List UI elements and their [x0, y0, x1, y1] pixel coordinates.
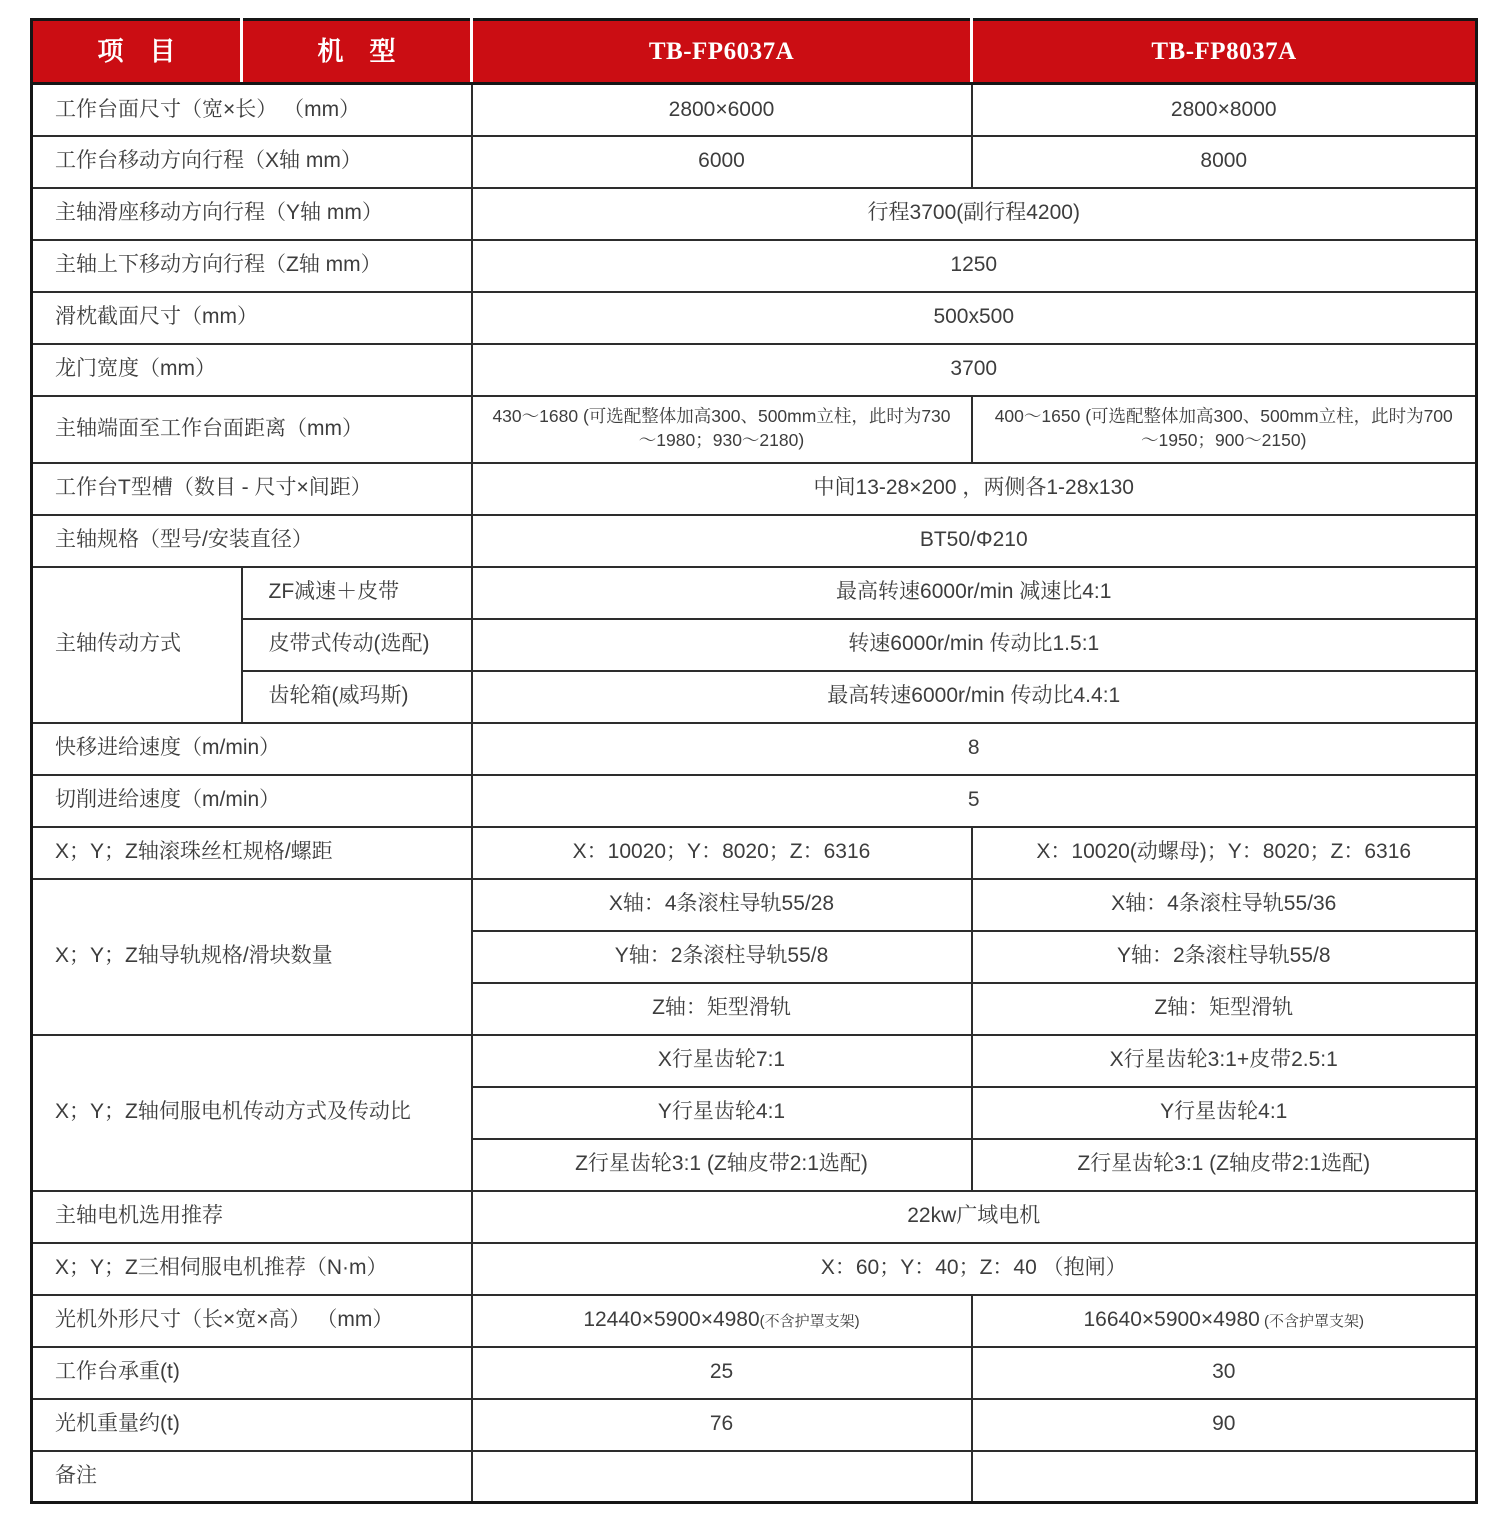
value-guide-x-m1: X轴：4条滚柱导轨55/28 — [472, 879, 972, 931]
label-cutting-feed: 切削进给速度（m/min） — [32, 775, 472, 827]
value-cutting-feed: 5 — [472, 775, 1477, 827]
value-spindle-to-table-m2: 400～1650 (可选配整体加高300、500mm立柱，此时为700～1950；900～2150) — [972, 396, 1477, 463]
value-belt-drive: 转速6000r/min 传动比1.5:1 — [472, 619, 1477, 671]
label-spindle-spec: 主轴规格（型号/安装直径） — [32, 515, 472, 567]
value-x-travel-m1: 6000 — [472, 136, 972, 188]
machine-size-m1: 12440×5900×4980 — [583, 1308, 760, 1332]
row-guide-x — [32, 879, 1477, 931]
value-x-travel-m2: 8000 — [972, 136, 1477, 188]
label-x-travel: 工作台移动方向行程（X轴 mm） — [32, 136, 472, 188]
label-table-load: 工作台承重(t) — [32, 1347, 472, 1399]
label-z-travel: 主轴上下移动方向行程（Z轴 mm） — [32, 240, 472, 292]
value-rapid-feed: 8 — [472, 723, 1477, 775]
row-servo-x — [32, 1035, 1477, 1087]
row-worktable-size — [32, 84, 1477, 136]
row-ram-section — [32, 292, 1477, 344]
label-servo-motor-rec: X；Y；Z三相伺服电机推荐（N·m） — [32, 1243, 472, 1295]
value-servo-x-m1: X行星齿轮7:1 — [472, 1035, 972, 1087]
row-remarks — [32, 1451, 1477, 1503]
value-machine-size-m2 — [972, 1295, 1477, 1347]
machine-size-m2: 16640×5900×4980 — [1083, 1308, 1260, 1332]
value-machine-weight-m2: 90 — [972, 1399, 1477, 1451]
label-spindle-motor: 主轴电机选用推荐 — [32, 1191, 472, 1243]
machine-size-m2-note: (不含护罩支架) — [1259, 1313, 1365, 1331]
row-spindle-motor — [32, 1191, 1477, 1243]
label-ballscrew: X；Y；Z轴滚珠丝杠规格/螺距 — [32, 827, 472, 879]
spec-table — [30, 18, 1478, 1504]
value-machine-size-m1 — [472, 1295, 972, 1347]
value-servo-y-m2: Y行星齿轮4:1 — [972, 1087, 1477, 1139]
label-rapid-feed: 快移进给速度（m/min） — [32, 723, 472, 775]
value-machine-weight-m1: 76 — [472, 1399, 972, 1451]
value-guide-x-m2: X轴：4条滚柱导轨55/36 — [972, 879, 1477, 931]
sublabel-zf-belt: ZF减速＋皮带 — [242, 567, 472, 619]
value-gantry-width: 3700 — [472, 344, 1477, 396]
row-transmission-belt — [32, 619, 1477, 671]
value-table-load-m1: 25 — [472, 1347, 972, 1399]
value-guide-z-m1: Z轴：矩型滑轨 — [472, 983, 972, 1035]
value-zf-belt: 最高转速6000r/min 减速比4:1 — [472, 567, 1477, 619]
row-machine-weight — [32, 1399, 1477, 1451]
value-servo-x-m2: X行星齿轮3:1+皮带2.5:1 — [972, 1035, 1477, 1087]
row-x-travel — [32, 136, 1477, 188]
label-spindle-transmission: 主轴传动方式 — [32, 567, 242, 723]
value-t-slot: 中间13-28×200 ，两侧各1-28x130 — [472, 463, 1477, 515]
value-servo-z-m1: Z行星齿轮3:1 (Z轴皮带2:1选配) — [472, 1139, 972, 1191]
sublabel-belt-drive: 皮带式传动(选配) — [242, 619, 472, 671]
row-servo-motor-rec — [32, 1243, 1477, 1295]
label-gantry-width: 龙门宽度（mm） — [32, 344, 472, 396]
value-spindle-spec: BT50/Φ210 — [472, 515, 1477, 567]
value-worktable-size-m2: 2800×8000 — [972, 84, 1477, 136]
value-remarks-m2 — [972, 1451, 1477, 1503]
row-rapid-feed — [32, 723, 1477, 775]
row-y-travel — [32, 188, 1477, 240]
value-gearbox: 最高转速6000r/min 传动比4.4:1 — [472, 671, 1477, 723]
label-spindle-to-table: 主轴端面至工作台面距离（mm） — [32, 396, 472, 463]
label-remarks: 备注 — [32, 1451, 472, 1503]
label-servo-transmission: X；Y；Z轴伺服电机传动方式及传动比 — [32, 1035, 472, 1191]
row-spindle-to-table — [32, 396, 1477, 463]
label-worktable-size: 工作台面尺寸（宽×长） （mm） — [32, 84, 472, 136]
value-z-travel: 1250 — [472, 240, 1477, 292]
header-row — [32, 20, 1477, 84]
value-worktable-size-m1: 2800×6000 — [472, 84, 972, 136]
label-y-travel: 主轴滑座移动方向行程（Y轴 mm） — [32, 188, 472, 240]
value-table-load-m2: 30 — [972, 1347, 1477, 1399]
row-t-slot — [32, 463, 1477, 515]
row-ballscrew — [32, 827, 1477, 879]
value-spindle-to-table-m1: 430～1680 (可选配整体加高300、500mm立柱，此时为730～1980；930～2180) — [472, 396, 972, 463]
value-remarks-m1 — [472, 1451, 972, 1503]
value-y-travel: 行程3700(副行程4200) — [472, 188, 1477, 240]
label-t-slot: 工作台T型槽（数目 - 尺寸×间距） — [32, 463, 472, 515]
value-ballscrew-m1: X：10020；Y：8020；Z：6316 — [472, 827, 972, 879]
value-ballscrew-m2: X：10020(动螺母)；Y：8020；Z：6316 — [972, 827, 1477, 879]
row-z-travel — [32, 240, 1477, 292]
row-transmission-zf — [32, 567, 1477, 619]
row-gantry-width — [32, 344, 1477, 396]
value-servo-y-m1: Y行星齿轮4:1 — [472, 1087, 972, 1139]
machine-size-m1-note: (不含护罩支架) — [759, 1313, 860, 1331]
label-ram-section: 滑枕截面尺寸（mm） — [32, 292, 472, 344]
row-cutting-feed — [32, 775, 1477, 827]
header-model1: TB-FP6037A — [472, 20, 972, 84]
header-model: 机 型 — [242, 20, 472, 84]
label-machine-weight: 光机重量约(t) — [32, 1399, 472, 1451]
header-model2: TB-FP8037A — [972, 20, 1477, 84]
header-item: 项 目 — [32, 20, 242, 84]
value-guide-y-m1: Y轴：2条滚柱导轨55/8 — [472, 931, 972, 983]
value-servo-motor-rec: X：60；Y：40；Z：40 （抱闸） — [472, 1243, 1477, 1295]
row-table-load — [32, 1347, 1477, 1399]
sublabel-gearbox: 齿轮箱(威玛斯) — [242, 671, 472, 723]
label-guide-rails: X；Y；Z轴导轨规格/滑块数量 — [32, 879, 472, 1035]
value-guide-y-m2: Y轴：2条滚柱导轨55/8 — [972, 931, 1477, 983]
value-ram-section: 500x500 — [472, 292, 1477, 344]
value-spindle-motor: 22kw广域电机 — [472, 1191, 1477, 1243]
value-servo-z-m2: Z行星齿轮3:1 (Z轴皮带2:1选配) — [972, 1139, 1477, 1191]
row-spindle-spec — [32, 515, 1477, 567]
row-transmission-gearbox — [32, 671, 1477, 723]
row-machine-size — [32, 1295, 1477, 1347]
value-guide-z-m2: Z轴：矩型滑轨 — [972, 983, 1477, 1035]
label-machine-size: 光机外形尺寸（长×宽×高） （mm） — [32, 1295, 472, 1347]
